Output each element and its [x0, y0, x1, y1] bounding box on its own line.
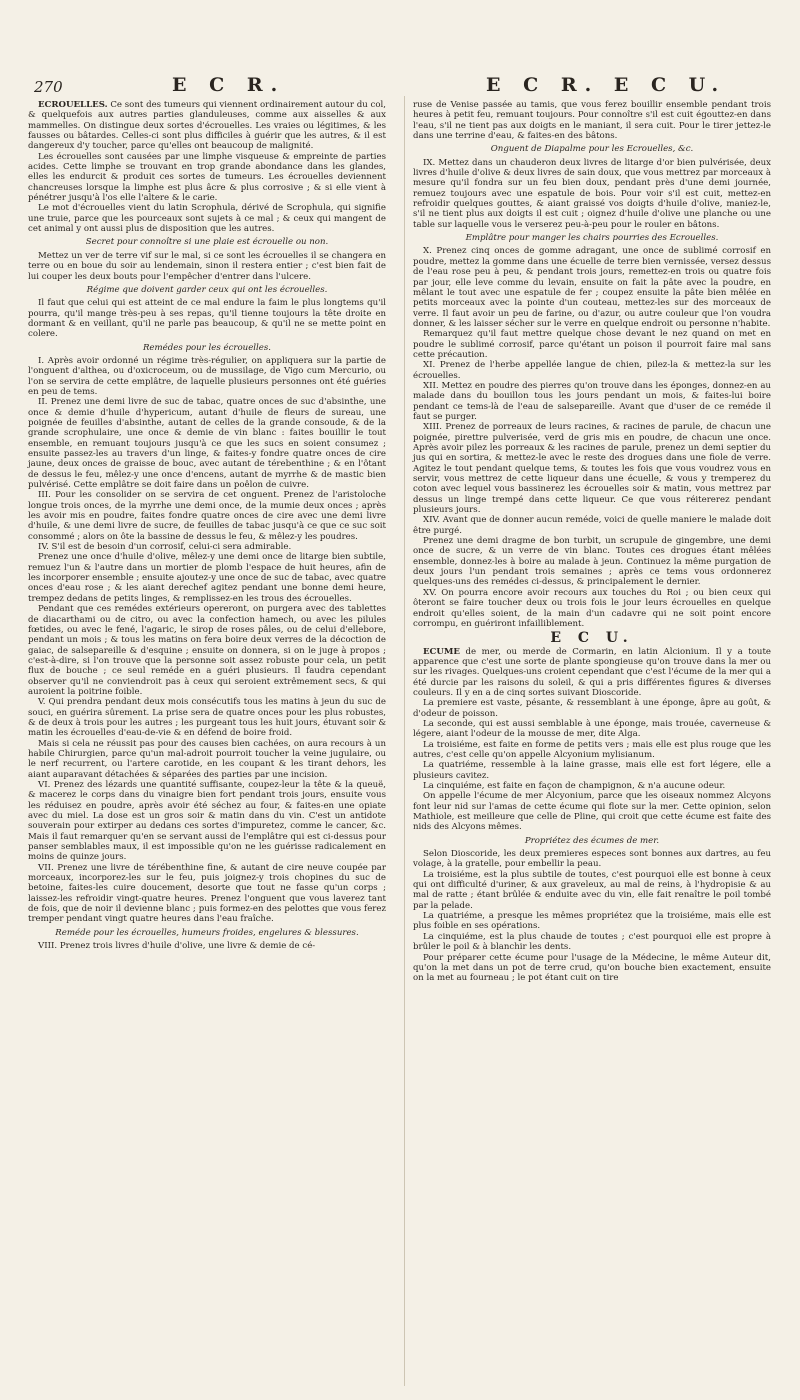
paragraph-text: La cinquiéme, est faite en façon de champignon, & n'a aucune odeur.: [423, 781, 726, 791]
paragraph-text: Pendant que ces remédes extérieurs opereront, on purgera avec des tablettes de diacarthami ou de citro, ou avec la confection hamech, ou avec les pilules fœtides, ou avec le fené, l'agaric, le sirop de roses pâles, ou de celui d'ellebore, pendant un mois ; & tous les matins on fera boire deux verres de la décoction de gaiac, de salsepareille & d'esquine ; ensuite on donnera, si on le juge à propos ; c'est-à-dire, si l'on trouve que la personne soit assez robuste pour cela, un petit flux de bouche ; ce seul reméde en a guéri plusieurs. Il faudra cependant observer qu'il ne conviendroit pas à ceux qui seroient extrêmement secs, & qui auroient la poitrine foible.: [28, 604, 386, 697]
section-heading: Régime que doivent garder ceux qui ont les écrouelles.: [86, 284, 328, 295]
paragraph-text: VI. Prenez des lézards une quantité suffisante, coupez-leur la tête & la queuë, & macerez le corps dans du vinaigre bien fort pendant trois jours, ensuite vous les réduisez en poudre, après avoir été séchez au four, & faites-en une opiate avec du miel. La dose est un gros soir & matin dans du vin. C'est un antidote souverain pour extirper au dedans ces sortes d'impuretez, comme le cancer, &c. Mais il faut remarquer qu'en se servant aussi de l'emplâtre qui est ci-dessus pour panser semblables maux, il est impossible qu'on ne les guérisse radicalement en moins de quinze jours.: [28, 780, 386, 863]
paragraph-text: La premiere est vaste, pésante, & ressemblant à une éponge, âpre au goût, & d'odeur de poisson.: [413, 698, 771, 719]
paragraph: [413, 536, 771, 588]
paragraph: [28, 152, 386, 204]
paragraph-text: Prenez une demi dragme de bon turbit, un scrupule de gingembre, une demi once de sucre, & un verre de vin blanc. Toutes ces drogues étant mêlées ensemble, donnez-les à boire au malade à jeun. Continuez la même purgation de deux jours l'un pendant trois semaines ; après ce tems vous ordonnerez quelques-uns des remédes ci-dessus, & principalement le dernier.: [413, 536, 771, 588]
paragraph: [28, 739, 386, 780]
paragraph: [413, 740, 771, 761]
paragraph: [28, 203, 386, 234]
paragraph-text: Pour préparer cette écume pour l'usage de la Médecine, le même Auteur dit, qu'on la met dans un pot de terre crud, qu'on bouche bien exactement, ensuite on la met au fourneau ; le pot étant cuit on tire: [413, 952, 771, 984]
paragraph-text: IV. S'il est de besoin d'un corrosif, celui-ci sera admirable.: [38, 542, 292, 553]
entry-heading: E C U.: [550, 630, 634, 647]
paragraph-text: II. Prenez une demi livre de suc de tabac, quatre onces de suc d'absinthe, une once & demie d'huile d'hypericum, autant d'huile de fleurs de sureau, une poignée de feuilles d'absinthe, autant de celles de la grande consoude, & de la grande scrophulaire, une once & demie de vin blanc : faites bouillir le tout ensemble, en remuant toujours jusqu'à ce que les sucs en soient consumez ; ensuite passez-les au travers d'un linge, & faites-y fondre quatre onces de cire jaune, deux onces de graisse de bouc, avec autant de térebenthine ; & en l'ôtant de dessus le feu, mêlez-y une once d'encens, autant de myrrhe & de mastic bien pulvérisé. Cette emplâtre se doit faire dans un poêlon de cuivre.: [28, 397, 386, 491]
entry-headword: ECROUELLES.: [38, 100, 108, 110]
paragraph: [413, 781, 771, 791]
section-heading: Onguent de Diapalme pour les Ecrouelles, &c.: [490, 144, 694, 155]
paragraph: [413, 246, 771, 329]
section-heading: Reméde pour les écrouelles, humeurs froides, engelures & blessures.: [55, 927, 359, 938]
paragraph-text: Le mot d'écrouelles vient du latin Scrophula, dérivé de Scrophula, qui signifie une truie, parce que les pourceaux sont sujets à ce mal ; & ceux qui mangent de cet animal y ont aussi plus de disposition que les autres.: [28, 203, 386, 235]
paragraph: [28, 941, 386, 951]
paragraph-text: VII. Prenez une livre de térébenthine fine, & autant de cire neuve coupée par morceaux, incorporez-les sur le feu, puis joignez-y trois chopines du suc de betoine, faites-les cuire doucement, desorte que tout ne fasse qu'un corps ; laissez-les refroidir vingt-quatre heures. Prenez l'onguent que vous laverez tant de fois, que de noir il devienne blanc ; puis formez-en des pelottes que vous ferez tremper pendant vingt quatre heures dans l'eau fraîche.: [28, 862, 386, 925]
paragraph-text: XIV. Avant que de donner aucun reméde, voici de quelle maniere le malade doit être purgé.: [413, 515, 771, 536]
paragraph-text: IX. Mettez dans un chauderon deux livres de litarge d'or bien pulvérisée, deux livres d'huile d'olive & deux livres de sain doux, que vous mettrez par morceaux à mesure qu'il fondra sur un feu bien doux, pendant près d'une demi journée, remuez toujours avec une espatule de bois. Pour voir s'il est cuit, mettez-en refroidir quelques gouttes, & aiant graissé vos doigts d'huile d'olive, maniez-le, s'il ne tient plus aux doigts il est cuit ; oignez d'huile d'olive une planche ou une table sur laquelle vous le verserez peu-à-peu pour le rouler en bâtons.: [413, 157, 771, 230]
paragraph: [28, 298, 386, 339]
paragraph: [28, 552, 386, 604]
paragraph: [413, 932, 771, 953]
paragraph: [28, 863, 386, 925]
paragraph-text: La quatriéme, a presque les mêmes propriétez que la troisiéme, mais elle est plus foible en ses opérations.: [413, 911, 771, 932]
paragraph: [413, 588, 771, 629]
paragraph: [413, 158, 771, 230]
paragraph: [413, 849, 771, 870]
section-heading: Secret pour connoître si une plaie est écrouelle ou non.: [85, 237, 329, 248]
paragraph: [28, 356, 386, 397]
paragraph-text: Remarquez qu'il faut mettre quelque chose devant le nez quand on met en poudre le sublimé corrosif, parce qu'étant un poison il pourroit faire mal sans cette précaution.: [413, 329, 771, 360]
right-column: [413, 100, 771, 984]
section-heading: Remédes pour les écrouelles.: [142, 342, 272, 353]
paragraph-text: de mer, ou merde de Cormarin, en latin Alcionium. Il y a toute apparence que c'est une sorte de plante spongieuse qu'on trouve dans la mer ou sur les rivages. Quelques-uns croient cependant que c'est l'écume de la mer qui a été durcie par les raisons du soleil, & qui a pris différentes figures & diverses couleurs. Il y en a de cinq sortes suivant Dioscoride.: [413, 646, 771, 698]
paragraph: [28, 697, 386, 738]
paragraph-text: Mettez un ver de terre vif sur le mal, si ce sont les écrouelles il se changera en terre ou en boue du soir au lendemain, sinon il restera entier ; c'est bien fait de lui couper les deux bouts pour l'empêcher d'entrer dans l'ulcere.: [28, 250, 386, 282]
running-head-left: E C R.: [172, 74, 286, 96]
paragraph-text: I. Après avoir ordonné un régime très-régulier, on appliquera sur la partie de l'onguent d'althea, ou d'oxicroceum, ou de mussilage, de Vigo cum Mercurio, ou l'on se servira de cette emplâtre, de laquelle plusieurs personnes ont été guéries en peu de tems.: [28, 355, 386, 397]
section-heading: Emplâtre pour manger les chairs pourries des Ecrouelles.: [465, 233, 719, 244]
paragraph-text: X. Prenez cinq onces de gomme adragant, une once de sublimé corrosif en poudre, mettez la gomme dans une écuelle de terre bien vernissée, versez dessus de l'eau rose peu à peu, & pendant trois jours, remettez-en trois ou quatre fois par jour, elle leve comme du levain, ensuite on fait la pâte avec la poudre, en mêlant le tout avec une espatule de fer ; coupez ensuite la pâte bien mêlée en petits morceaux avec la pointe d'un couteau, mettez-les sur des morceaux de verre. Il faut avoir un peu de farine, ou d'azur, ou autre couleur que l'on voudra donner, & les laisser sécher sur le verre en quelque endroit ou personne n'habite.: [413, 246, 771, 329]
paragraph: [413, 422, 771, 515]
paragraph: [413, 870, 771, 911]
entry-headword: ECUME: [423, 646, 460, 657]
paragraph-text: Ce sont des tumeurs qui viennent ordinairement autour du col, & quelquefois aux autres parties glanduleuses, comme aux aisselles & aux mammelles. On distingue deux sortes d'écrouelles. Les vraies ou légitimes, & les fausses ou bâtardes. Celles-ci sont plus difficiles à guérir que les autres, & il est dangereux d'y toucher, parce qu'elles ont beaucoup de malignité.: [28, 100, 386, 152]
paragraph-text: La troisiéme, est la plus subtile de toutes, c'est pourquoi elle est bonne à ceux qui ont difficulté d'uriner, & aux graveleux, au mal de reins, à l'hydropisie & au mal de ratte ; étant brûlée & enduite avec du vin, elle fait renaître le poil tombé par la pelade.: [413, 869, 771, 911]
paragraph-text: Prenez une once d'huile d'olive, mêlez-y une demi once de litarge bien subtile, remuez l'un & l'autre dans un mortier de plomb l'espace de huit heures, afin de les incorporer ensemble ; ensuite ajoutez-y une once de suc de tabac, avec quatre onces d'eau rose ; & les aiant derechef agitez pendant une bonne demi heure, trempez dedans de petits linges, & remplissez-en les trous des écrouelles.: [28, 552, 386, 604]
paragraph: [28, 604, 386, 697]
paragraph: [413, 953, 771, 984]
paragraph: [28, 542, 386, 552]
paragraph: [413, 647, 771, 699]
paragraph-text: La troisiéme, est faite en forme de petits vers ; mais elle est plus rouge que les autres, c'est celle qu'on appelle Alcyonium mylisianum.: [413, 739, 771, 760]
paragraph: [413, 329, 771, 360]
paragraph-text: XIII. Prenez de porreaux de leurs racines, & racines de parule, de chacun une poignée, pirettre pulverisée, verd de gris mis en poudre, de chacun une once. Après avoir pilez les porreaux & les racines de parule, prenez un demi septier du jus qui en sortira, & mettez-le avec le reste des drogues dans une fiole de verre. Agitez le tout pendant quelque tems, & toutes les fois que vous voudrez vous en servir, vous mettrez de cette liqueur dans une écuelle, & vous y tremperez du coton avec lequel vous bassinerez les écrouelles soir & matin, vous mettrez par dessus un linge trempé dans cette liqueur. Ce que vous réitererez pendant plusieurs jours.: [413, 422, 771, 516]
paragraph-text: La seconde, qui est aussi semblable à une éponge, mais trouée, caverneuse & légere, aiant l'odeur de la mousse de mer, dite Alga.: [413, 718, 771, 740]
page-number: 270: [34, 78, 63, 96]
paragraph: [413, 360, 771, 381]
left-column: [28, 100, 386, 952]
paragraph: [28, 490, 386, 542]
paragraph-text: On appelle l'écume de mer Alcyonium, parce que les oiseaux nommez Alcyons font leur nid sur l'amas de cette écume qui flote sur la mer. Cette opinion, selon Mathiole, est meilleure que celle de Pline, qui croit que cette écume est faite des nids des Alcyons mêmes.: [413, 791, 771, 833]
paragraph-text: Mais si cela ne réussit pas pour des causes bien cachées, on aura recours à un habile Chirurgien, parce qu'un mal-adroit pourroit toucher la veine jugulaire, ou le nerf recurrent, ou l'artere carotide, en les coupant & les tirant dehors, les aiant auparavant détachées & séparées des parties par une incision.: [28, 738, 386, 780]
paragraph: [413, 760, 771, 781]
paragraph-text: La quatriéme, ressemble à la laine grasse, mais elle est fort légere, elle a plusieurs cavitez.: [413, 760, 771, 781]
paragraph-text: Les écrouelles sont causées par une limphe visqueuse & empreinte de parties acides. Cette limphe se trouvant en trop grande abondance dans les glandes, elles les endurcit & produit ces sortes de tumeurs. Les écrouelles deviennent chancreuses lorsque la limphe est plus âcre & plus corrosive ; & si elle vient à pénétrer jusqu'à l'os elle l'altere & le carie.: [28, 151, 386, 204]
paragraph: [28, 397, 386, 490]
paragraph: [413, 381, 771, 422]
paragraph: [413, 698, 771, 719]
paragraph: [413, 911, 771, 932]
paragraph-text: XV. On pourra encore avoir recours aux touches du Roi ; ou bien ceux qui ôteront se faire toucher deux ou trois fois le jour leurs écrouelles en quelque endroit qu'elles soient, de la main d'un cadavre qui ne soit point encore corrompu, en guériront infailliblement.: [413, 587, 771, 629]
paragraph: [413, 515, 771, 536]
paragraph: [28, 100, 386, 152]
paragraph-text: ruse de Venise passée au tamis, que vous ferez bouillir ensemble pendant trois heures à petit feu, remuant toujours. Pour connoître s'il est cuit égouttez-en dans l'eau, s'il ne tient pas aux doigts en le maniant, il sera cuit. Pour le tirer jettez-le dans une terrine d'eau, & faites-en des bâtons.: [413, 100, 771, 142]
paragraph-text: III. Pour les consolider on se servira de cet onguent. Prenez de l'aristoloche longue trois onces, de la myrrhe une demi once, de la mumie deux onces ; après les avoir mis en poudre, faites fondre quatre onces de cire avec une demi livre d'huile, & une demi livre de sucre, de feuilles de tabac jusqu'à ce que ce suc soit consommé ; alors on ôte la bassine de dessus le feu, & mêlez-y les poudres.: [28, 490, 386, 542]
paragraph: [413, 719, 771, 740]
paragraph-text: Il faut que celui qui est atteint de ce mal endure la faim le plus longtems qu'il pourra, qu'il mange très-peu à ses repas, qu'il tienne toujours la tête droite en dormant & en veillant, qu'il ne parle pas beaucoup, & qu'il ne se mette point en colere.: [28, 298, 386, 340]
paragraph: [28, 780, 386, 863]
paragraph-text: XII. Mettez en poudre des pierres qu'on trouve dans les éponges, donnez-en au malade dans du bouillon tous les jours pendant un mois, & faites-lui boire pendant ce tems-là de l'eau de salsepareille. Avant que d'user de ce reméde il faut se purger.: [413, 380, 771, 422]
paragraph-text: XI. Prenez de l'herbe appellée langue de chien, pilez-la & mettez-la sur les écrouelles.: [413, 360, 771, 381]
paragraph-text: V. Qui prendra pendant deux mois consécutifs tous les matins à jeun du suc de souci, en guérira sûrement. La prise sera de quatre onces pour les plus robustes, & de deux à trois pour les autres ; les purgeant tous les huit jours, étuvant soir & matin les écrouelles d'eau-de-vie & en défend de boire froid.: [28, 697, 386, 739]
paragraph-text: La cinquiéme, est la plus chaude de toutes ; c'est pourquoi elle est propre à brûler le poil & à blanchir les dents.: [413, 931, 771, 953]
paragraph: [28, 251, 386, 282]
section-heading: Propriétez des écumes de mer.: [524, 835, 660, 846]
column-divider: [404, 96, 405, 1386]
paragraph-text: VIII. Prenez trois livres d'huile d'olive, une livre & demie de cé-: [38, 941, 316, 952]
paragraph: [413, 100, 771, 141]
running-head-right: E C R. E C U.: [486, 74, 727, 96]
paragraph-text: Selon Dioscoride, les deux premieres especes sont bonnes aux dartres, au feu volage, à la gratelle, pour embellir la peau.: [413, 849, 771, 870]
paragraph: [413, 791, 771, 832]
